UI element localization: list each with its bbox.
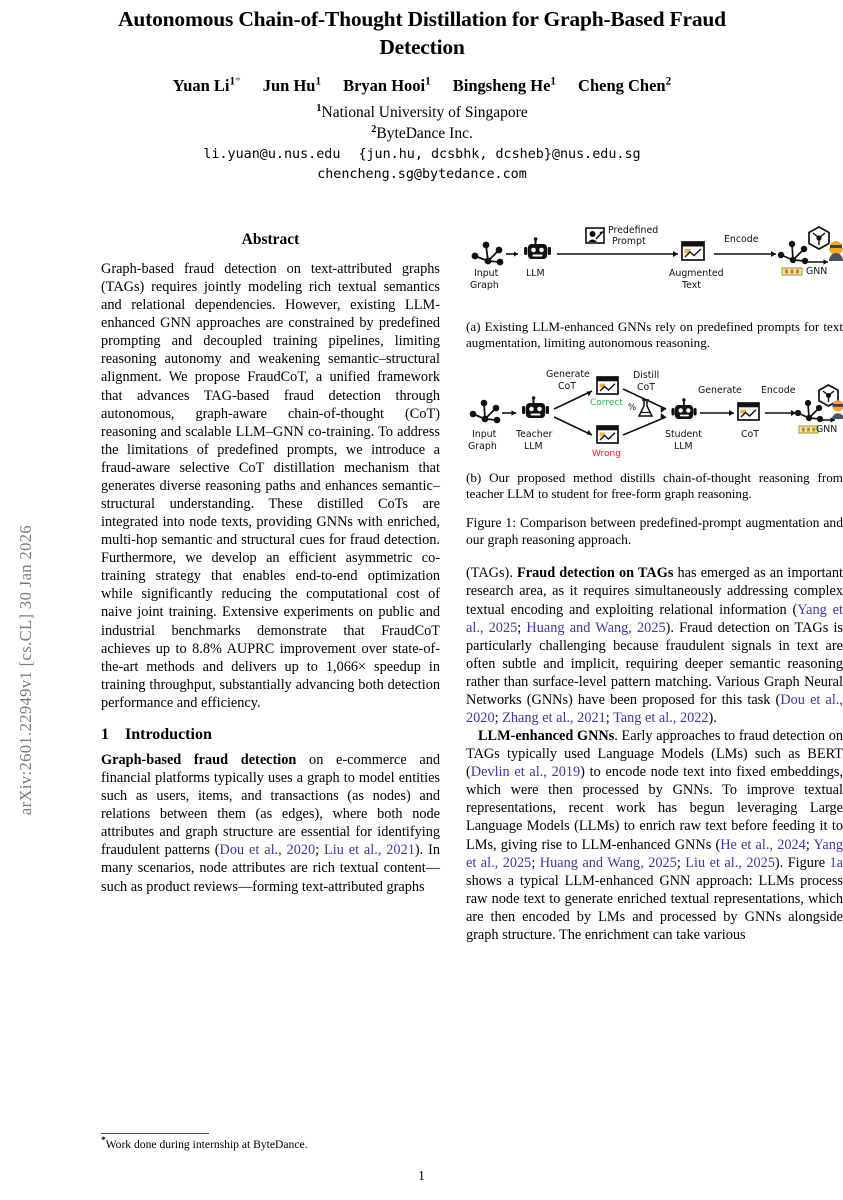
email-line-2 [100,167,744,182]
arxiv-stamp: arXiv:2601.22949v1 [cs.CL] 30 Jan 2026 [16,524,35,816]
figure-a-label-gnn: GNN [806,266,828,277]
robot-small-icon [672,398,697,419]
author-5: Cheng Chen$^2$ [578,75,672,95]
robot-icon [524,237,551,259]
citation-yang-2025-b[interactable]: Yang et al., 2025 [466,836,843,871]
flask-icon [628,400,652,416]
figure-b-label-teacher: Teacher [516,429,553,441]
email-group-nus: {jun.hu, dcsbhk, dcsheb}@nus.edu.sg [358,147,641,162]
figure-b-label-cot: CoT [741,429,760,441]
graph-network-icon [472,242,504,266]
figure-a-label-augmented: Augmented [669,268,724,279]
introduction-paragraph-1: Graph-based fraud detection on e-commerce and financial platforms typically uses a graph to model entities such as users, items, and transactions (as nodes) and relations between them (as edges), where both node attributes and graph structure are essential for identifying fraudulent patterns (Dou et al., 2020; Liu et al., 2021). In many scenarios, node attributes are rich textual content—such as product reviews—forming text-attributed graphs [101,751,440,895]
figure-1-main-caption [466,515,843,549]
figure-1a-caption: (a) Existing LLM-enhanced GNNs rely on predefined prompts for text augmentation, limiting autonomous reasoning. [466,319,843,351]
figure-a-label-text: Text [682,280,701,291]
page-number: 1 [418,1168,425,1183]
hexagon-gnn-icon [809,227,829,249]
citation-dou-2020-b[interactable]: Dou et al., 2020 [466,691,843,726]
citation-yang-2025[interactable]: Yang et al., 2025 [466,601,843,636]
figure-b-label-encode: Encode [761,385,796,397]
figure-b-label-gnn: GNN [816,424,838,436]
bold-llm-enhanced-gnns: LLM-enhanced GNNs [478,728,615,745]
figure-a-label-encode: Encode [724,234,759,245]
figure-b-label-graph: Graph [468,441,497,453]
footnote-text [101,1138,440,1152]
title-block [100,6,744,62]
figure-1 [466,224,843,549]
author-2: Jun Hu$^1$ [262,75,322,95]
figure-a-label-prompt: Prompt [612,236,646,247]
figure-b-label-generate2: Generate [698,385,742,397]
right-paragraph-llm-enhanced-gnns: LLM-enhanced GNNs. Early approaches to fraud detection on TAGs typically used Language Models (LMs) such as BERT (Devlin et al., 2019) to encode node text into fixed embeddings, which were then processed by GNNs. To improve textual representations, recent work has begun leveraging Large Language Models (LLMs) to enrich raw text before feeding it to LMs, giving rise to LLM-enhanced GNNs (He et al., 2024; Yang et al., 2025; Huang and Wang, 2025; Liu et al., 2025). Figure 1a shows a typical LLM-enhanced GNN approach: LLMs process raw node text to generate enriched textual representations, which are then encoded by LMs and processed by GNNs alongside graph structure. The enrichment can take various [466,728,843,943]
right-paragraph-tags: (TAGs). Fraud detection on TAGs has emerged as an important research area, as it requires simultaneously addressing complex textual encoding and exploiting relational information (Yang et al., 2025; Huang and Wang, 2025). Fraud detection on TAGs is particularly challenging because fraudulent signals in text are often subtle and implicit, requiring deeper semantic reasoning rather than surface-level pattern matching. Various Graph Neural Networks (GNNs) have been proposed for this task (Dou et al., 2020; Zhang et al., 2021; Tang et al., 2022). [466,565,843,726]
citation-tang-2022[interactable]: Tang et al., 2022 [613,709,709,726]
email-line-1 [100,147,744,162]
section-title: Introduction [125,725,212,743]
email-bytedance: chencheng.sg@bytedance.com [317,167,527,182]
affiliation-2-mark: 2 [371,123,377,135]
email-author-1: li.yuan@u.nus.edu [203,147,341,162]
author-list [100,76,744,96]
figure-caption-label: Figure 1: [466,515,517,531]
author-3-affil-mark: 1 [425,75,431,88]
figure-b-label-distill: Distill [633,370,660,382]
citation-dou-2020[interactable]: Dou et al., 2020 [219,842,316,859]
citation-liu-2025[interactable]: Liu et al., 2025 [685,854,775,871]
page-title: Autonomous Chain-of-Thought Distillation for Graph-Based Fraud Detection [118,7,726,59]
author-4-affil-mark: 1 [550,75,557,88]
figure-b-label-wrong: Wrong [592,449,621,460]
author-3: Bryan Hooi$^1$ [343,75,431,95]
figure-1b-caption: (b) Our proposed method distills chain-of-thought reasoning from teacher LLM to student for free-form graph reasoning. [466,470,843,502]
figure-b-label-generate-cot: CoT [558,381,577,393]
document-chart-icon [738,403,759,420]
svg-text:%: % [628,403,637,414]
figure-b-label-input: Input [472,429,497,441]
figure-caption-body: Comparison between predefined-prompt augmentation and our graph reasoning approach. [466,515,843,548]
author-1-footnote-mark: * [235,75,241,88]
prompt-card-icon [586,228,604,243]
citation-liu-2021[interactable]: Liu et al., 2021 [324,842,415,859]
abstract-heading: Abstract [241,231,300,248]
footnote-marker: * [101,1136,106,1147]
person-icon [832,401,843,420]
citation-he-2024[interactable]: He et al., 2024 [720,836,806,853]
figure-b-label-student-llm: LLM [674,441,693,453]
figure-1b-diagram [466,363,843,467]
figure-a-label-llm: LLM [526,268,545,279]
embedding-bar-icon [782,268,802,275]
graph-network-icon [778,241,808,264]
right-column [466,224,843,944]
figure-b-label-teacher-llm: LLM [524,441,543,453]
author-2-affil-mark: 1 [315,75,322,88]
abstract-text: Graph-based fraud detection on text-attributed graphs (TAGs) requires jointly modeling rich textual semantics and relational dependencies. However, existing LLM-enhanced GNN approaches are constrained by predefined prompting and decoupled training pipelines, limiting reasoning autonomy and weakening semantic–structural alignment. We propose FraudCoT, a unified framework that advances TAG-based fraud detection through autonomous, graph-aware chain-of-thought (CoT) reasoning and scalable LLM–GNN co-training. To address the limitations of predefined prompts, we introduce a fraud-aware selective CoT distillation mechanism that generates diverse reasoning paths and enhances semantic–structural understanding. These distilled CoTs are integrated into node texts, providing GNNs with enriched, multi-hop semantic and structural cues for fraud detection. Furthermore, we develop an efficient asymmetric co-training strategy that enables end-to-end optimization while significantly reducing the computational cost of naive joint training. Extensive experiments on public and industrial benchmarks demonstrate that FraudCoT achieves up to 8.8% AUPRC improvement over state-of-the-art methods and delivers up to 1,066× speedup in training throughput, substantially advancing both detection performance and efficiency. [101,261,440,711]
figure-b-label-student: Student [665,429,702,441]
affiliation-1: $^1$National University of Singapore [316,102,528,121]
figure-b-label-generate: Generate [546,369,590,381]
person-icon [829,241,843,261]
figure-a-label-input-graph-line1: Input [474,268,499,279]
section-number: 1 [101,725,109,743]
intro-lead-bold: Graph-based fraud detection [101,751,297,768]
robot-icon [522,396,549,418]
section-heading-introduction [101,726,440,744]
figure-a-label-input-graph-line2: Graph [470,280,499,291]
figure-1a-diagram [466,224,843,316]
author-4: Bingsheng He$^1$ [452,75,557,95]
citation-huang-wang-2025[interactable]: Huang and Wang, 2025 [526,619,666,636]
citation-huang-wang-2025-b[interactable]: Huang and Wang, 2025 [539,854,677,871]
footnote-body: Work done during internship at ByteDance. [105,1138,308,1151]
bold-fraud-detection-on-tags: Fraud detection on TAGs [517,565,674,582]
author-1-affil-mark: 1 [229,75,236,88]
figure-a-label-predefined: Predefined [608,225,659,236]
author-5-affil-mark: 2 [665,75,672,88]
affiliation-1-mark: 1 [316,102,322,114]
graph-network-icon [470,400,501,424]
figure-reference-1a[interactable]: 1a [829,854,843,871]
document-chart-icon [597,426,618,443]
citation-zhang-2021[interactable]: Zhang et al., 2021 [502,709,606,726]
figure-b-label-distill-cot: CoT [637,382,656,394]
citation-devlin-2019[interactable]: Devlin et al., 2019 [470,764,581,781]
document-chart-icon [682,242,704,260]
left-column [101,231,440,896]
affiliation-2: $^2$ByteDance Inc. [371,123,473,142]
author-1: Yuan $Li^{1*}$ [172,75,241,95]
figure-b-label-correct: Correct [590,398,623,409]
footnote-area [101,1133,440,1152]
graph-network-icon [795,400,823,422]
footnote-rule [101,1133,209,1134]
document-chart-icon [597,377,618,394]
